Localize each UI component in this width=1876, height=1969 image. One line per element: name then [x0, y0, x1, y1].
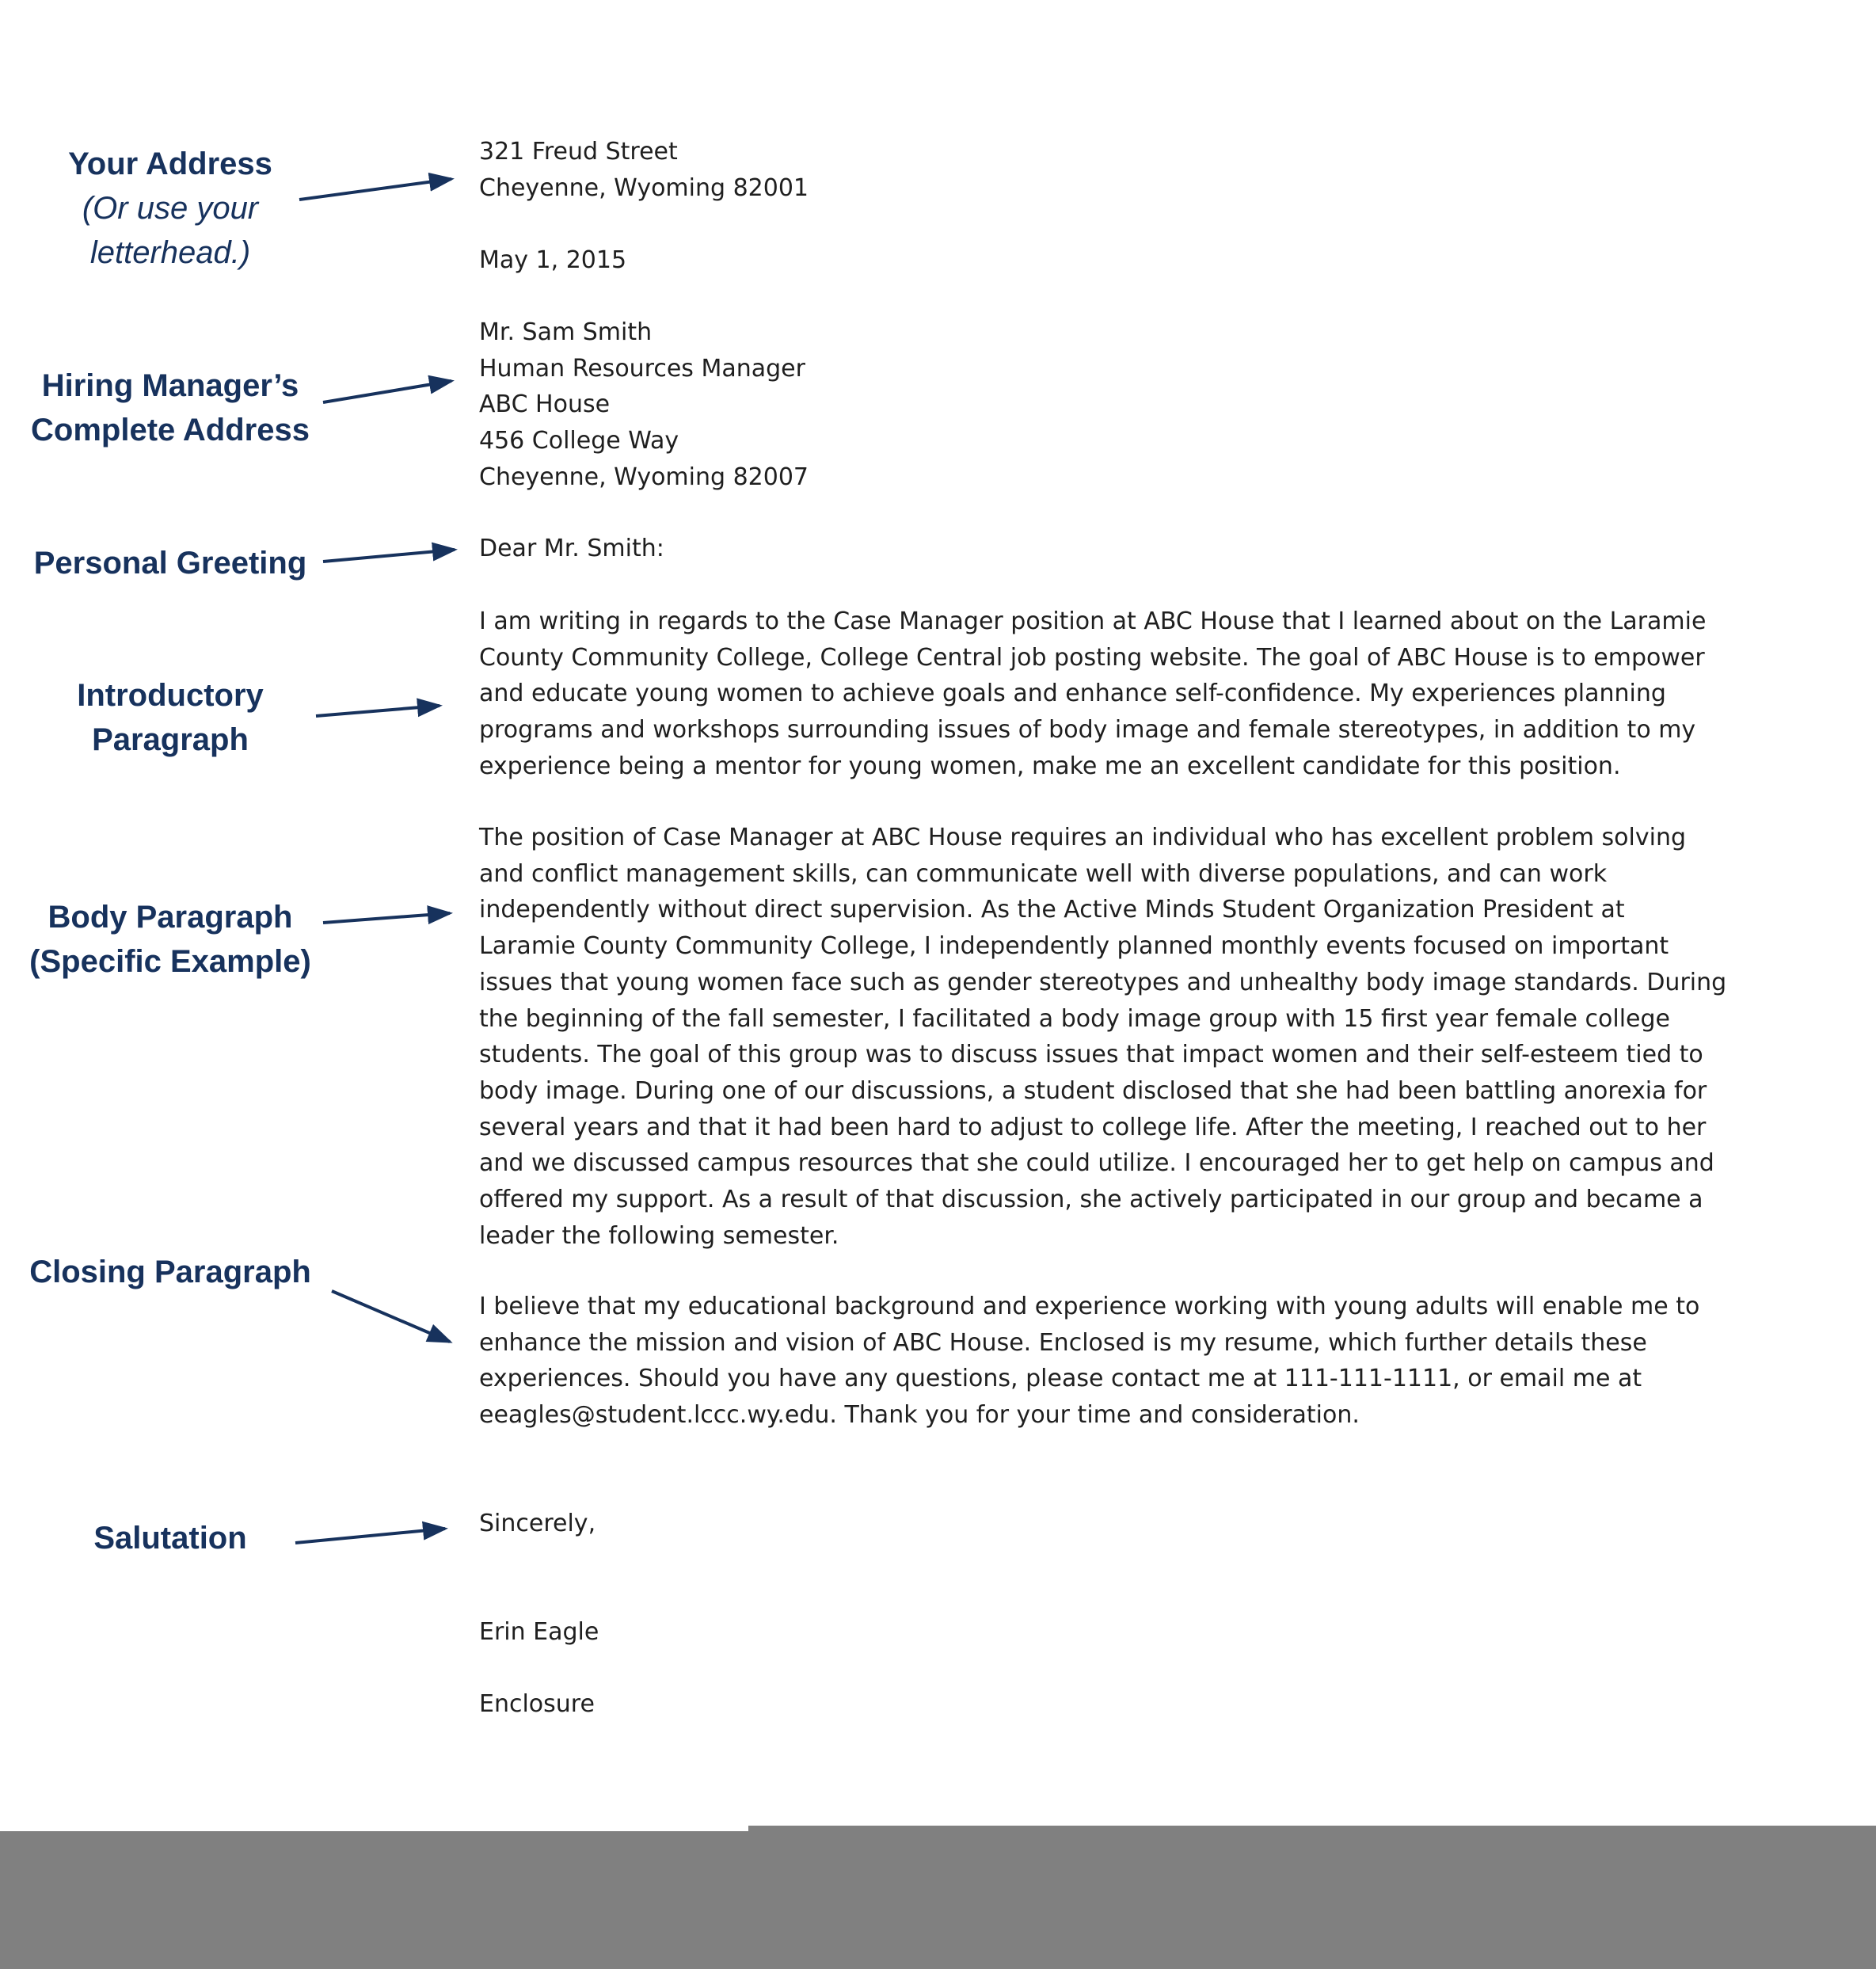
annotation-hiring-manager-line-2: Complete Address	[31, 413, 310, 448]
body-paragraph	[479, 820, 1726, 1254]
annotation-hiring-manager-line-1: Hiring Manager’s	[41, 368, 299, 403]
closing-paragraph	[479, 1289, 1699, 1434]
paragraph-line: several years and that it had been hard to adjust to college life. After the meeting, I reached out to her	[479, 1113, 1707, 1141]
annotation-your-address-note-1: (Or use your	[82, 191, 259, 226]
arrow-hiring-manager	[323, 381, 451, 402]
paragraph-line: I believe that my educational background and experience working with young adults will enable me to	[479, 1293, 1700, 1320]
paragraph-line: body image. During one of our discussions, a student disclosed that she had been battling anorexia for	[479, 1076, 1707, 1105]
recipient-address-line: ABC House	[479, 390, 611, 419]
sender-address-line: 321 Freud Street	[479, 138, 678, 166]
paragraph-line: experiences. Should you have any questions, please contact me at 111-111-1111, or email me at	[479, 1365, 1642, 1393]
paragraph-line: enhance the mission and vision of ABC House. Enclosed is my resume, which further details these	[479, 1328, 1647, 1357]
signature-name-text: Erin Eagle	[479, 1618, 599, 1646]
paragraph-line: County Community College, College Central job posting website. The goal of ABC House is to empower	[479, 643, 1705, 672]
letter-date	[479, 242, 626, 279]
paragraph-line: the beginning of the fall semester, I facilitated a body image group with 15 first year female college	[479, 1004, 1671, 1033]
paragraph-line: independently without direct supervision. As the Active Minds Student Organization President at	[479, 896, 1625, 924]
arrow-closing	[332, 1291, 450, 1342]
recipient-address-line: Mr. Sam Smith	[479, 318, 653, 346]
introductory-paragraph	[479, 604, 1706, 785]
arrow-your-address	[299, 179, 451, 200]
paragraph-line: and conflict management skills, can communicate well with diverse populations, and can work	[479, 859, 1608, 888]
enclosure-note-text: Enclosure	[479, 1690, 595, 1718]
paragraph-line: students. The goal of this group was to discuss issues that impact women and their self-esteem tied to	[479, 1041, 1703, 1069]
arrow-salutation	[295, 1529, 445, 1543]
letter-greeting	[479, 531, 664, 567]
arrow-body	[323, 913, 450, 923]
annotation-body-line-2: (Specific Example)	[29, 944, 311, 979]
annotation-introductory-line-1: Introductory	[77, 678, 264, 713]
paragraph-line: eeagles@student.lccc.wy.edu. Thank you for your time and consideration.	[479, 1401, 1360, 1430]
sender-address	[479, 134, 809, 206]
letter-salutation	[479, 1506, 596, 1542]
annotation-salutation-title: Salutation	[93, 1521, 247, 1556]
annotation-personal-greeting-title: Personal Greeting	[33, 546, 307, 581]
recipient-address-line: Human Resources Manager	[479, 354, 805, 383]
annotation-closing-title: Closing Paragraph	[29, 1255, 311, 1289]
annotation-body-line-1: Body Paragraph	[48, 900, 293, 935]
letter-greeting-text: Dear Mr. Smith:	[479, 535, 664, 562]
paragraph-line: leader the following semester.	[479, 1221, 839, 1250]
annotation-your-address-title: Your Address	[68, 147, 272, 181]
annotation-introductory-line-2: Paragraph	[92, 722, 249, 757]
paragraph-line: The position of Case Manager at ABC House requires an individual who has excellent problem solving	[479, 824, 1686, 851]
paragraph-line: and we discussed campus resources that she could utilize. I encouraged her to get help on campus and	[479, 1149, 1714, 1178]
signature-name	[479, 1614, 599, 1651]
arrow-personal-greeting	[323, 550, 455, 562]
recipient-address	[479, 314, 809, 496]
paragraph-line: and educate young women to achieve goals and enhance self-confidence. My experiences planning	[479, 680, 1666, 708]
paragraph-line: Laramie County Community College, I independently planned monthly events focused on important	[479, 932, 1669, 961]
enclosure-note	[479, 1686, 595, 1723]
paragraph-line: offered my support. As a result of that discussion, she actively participated in our group and became a	[479, 1186, 1703, 1214]
paragraph-line: issues that young women face such as gender stereotypes and unhealthy body image standards. During	[479, 968, 1727, 996]
paragraph-line: experience being a mentor for young women, make me an excellent candidate for this position.	[479, 752, 1621, 780]
recipient-address-line: Cheyenne, Wyoming 82007	[479, 463, 809, 491]
annotation-your-address-note-2: letterhead.)	[89, 235, 251, 270]
letter-salutation-text: Sincerely,	[479, 1510, 596, 1537]
letter-date-text: May 1, 2015	[479, 246, 627, 274]
recipient-address-line: 456 College Way	[479, 427, 679, 455]
sender-address-line: Cheyenne, Wyoming 82001	[479, 173, 809, 202]
paragraph-line: programs and workshops surrounding issues of body image and female stereotypes, in addition to my	[479, 716, 1696, 745]
paragraph-line: I am writing in regards to the Case Manager position at ABC House that I learned about on the Laramie	[479, 607, 1707, 635]
arrow-introductory	[316, 706, 440, 716]
